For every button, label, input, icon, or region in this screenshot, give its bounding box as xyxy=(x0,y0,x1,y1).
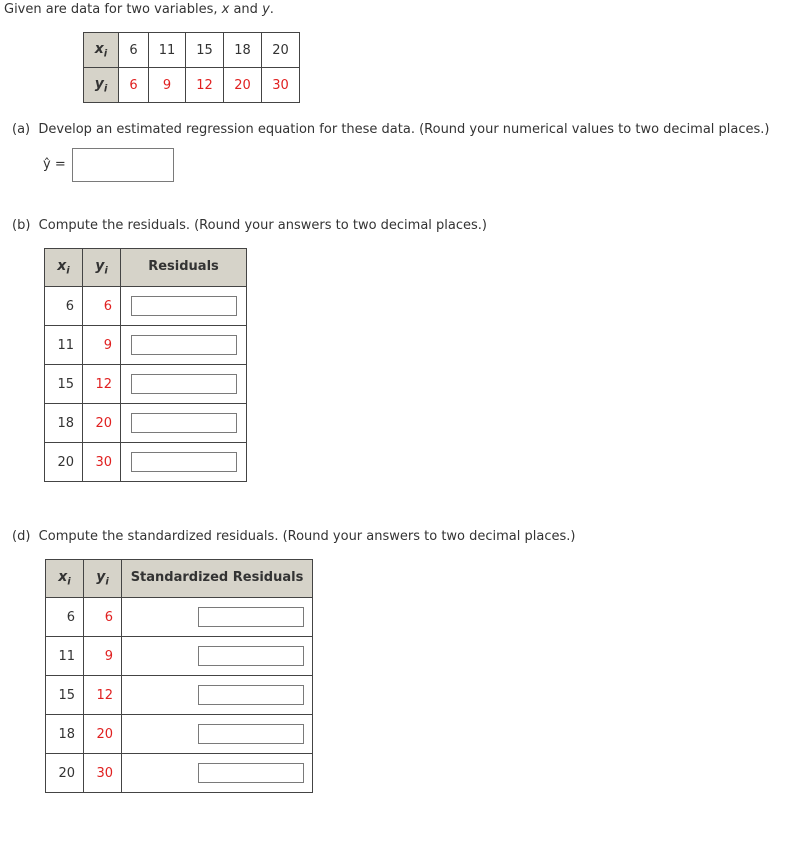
table-row: 20 30 xyxy=(46,754,313,793)
table-row: 18 20 xyxy=(45,404,247,443)
col-x-header: $x_i$ xyxy=(46,560,84,598)
col-residuals-header: Residuals xyxy=(121,249,247,287)
residual-input[interactable] xyxy=(131,413,237,433)
regression-equation-input[interactable] xyxy=(72,148,174,182)
x-value: 18 xyxy=(224,33,262,68)
y-header: $y_i$ xyxy=(84,68,119,103)
residual-input[interactable] xyxy=(131,374,237,394)
standardized-residuals-table xyxy=(45,559,313,793)
x-value: 6 xyxy=(119,33,149,68)
y-value: 30 xyxy=(262,68,300,103)
table-row: 11 9 xyxy=(46,637,313,676)
table-row: 6 6 xyxy=(45,287,247,326)
residual-input[interactable] xyxy=(131,335,237,355)
col-y-header: $y_i$ xyxy=(83,249,121,287)
part-a-question: (a) Develop an estimated regression equation for these data. (Round your numerical values to two decimal places.) xyxy=(12,122,770,137)
col-std-residuals-header: Standardized Residuals xyxy=(122,560,313,598)
standardized-residual-input[interactable] xyxy=(198,724,304,744)
table-row: 18 20 xyxy=(46,715,313,754)
x-header: $x_i$ xyxy=(84,33,119,68)
residuals-header-row xyxy=(45,249,247,287)
y-row xyxy=(84,68,300,103)
yhat-label: ŷ = xyxy=(43,157,66,172)
y-value: 20 xyxy=(224,68,262,103)
x-value: 11 xyxy=(149,33,186,68)
col-y-header: $y_i$ xyxy=(84,560,122,598)
residuals-table xyxy=(44,248,247,482)
part-b-question: (b) Compute the residuals. (Round your answers to two decimal places.) xyxy=(12,218,487,233)
col-x-header: $x_i$ xyxy=(45,249,83,287)
standardized-residual-input[interactable] xyxy=(198,646,304,666)
residual-input[interactable] xyxy=(131,452,237,472)
x-value: 15 xyxy=(186,33,224,68)
table-row: 15 12 xyxy=(45,365,247,404)
table-row: 6 6 xyxy=(46,598,313,637)
table-row: 15 12 xyxy=(46,676,313,715)
intro-text: Given are data for two variables, x and y. xyxy=(4,2,274,17)
std-residuals-header-row xyxy=(46,560,313,598)
standardized-residual-input[interactable] xyxy=(198,685,304,705)
part-d-question: (d) Compute the standardized residuals. (Round your answers to two decimal places.) xyxy=(12,529,576,544)
y-value: 6 xyxy=(119,68,149,103)
x-row xyxy=(84,33,300,68)
residual-input[interactable] xyxy=(131,296,237,316)
standardized-residual-input[interactable] xyxy=(198,607,304,627)
table-row: 11 9 xyxy=(45,326,247,365)
y-value: 9 xyxy=(149,68,186,103)
y-value: 12 xyxy=(186,68,224,103)
standardized-residual-input[interactable] xyxy=(198,763,304,783)
x-value: 20 xyxy=(262,33,300,68)
table-row: 20 30 xyxy=(45,443,247,482)
data-table xyxy=(83,32,300,103)
